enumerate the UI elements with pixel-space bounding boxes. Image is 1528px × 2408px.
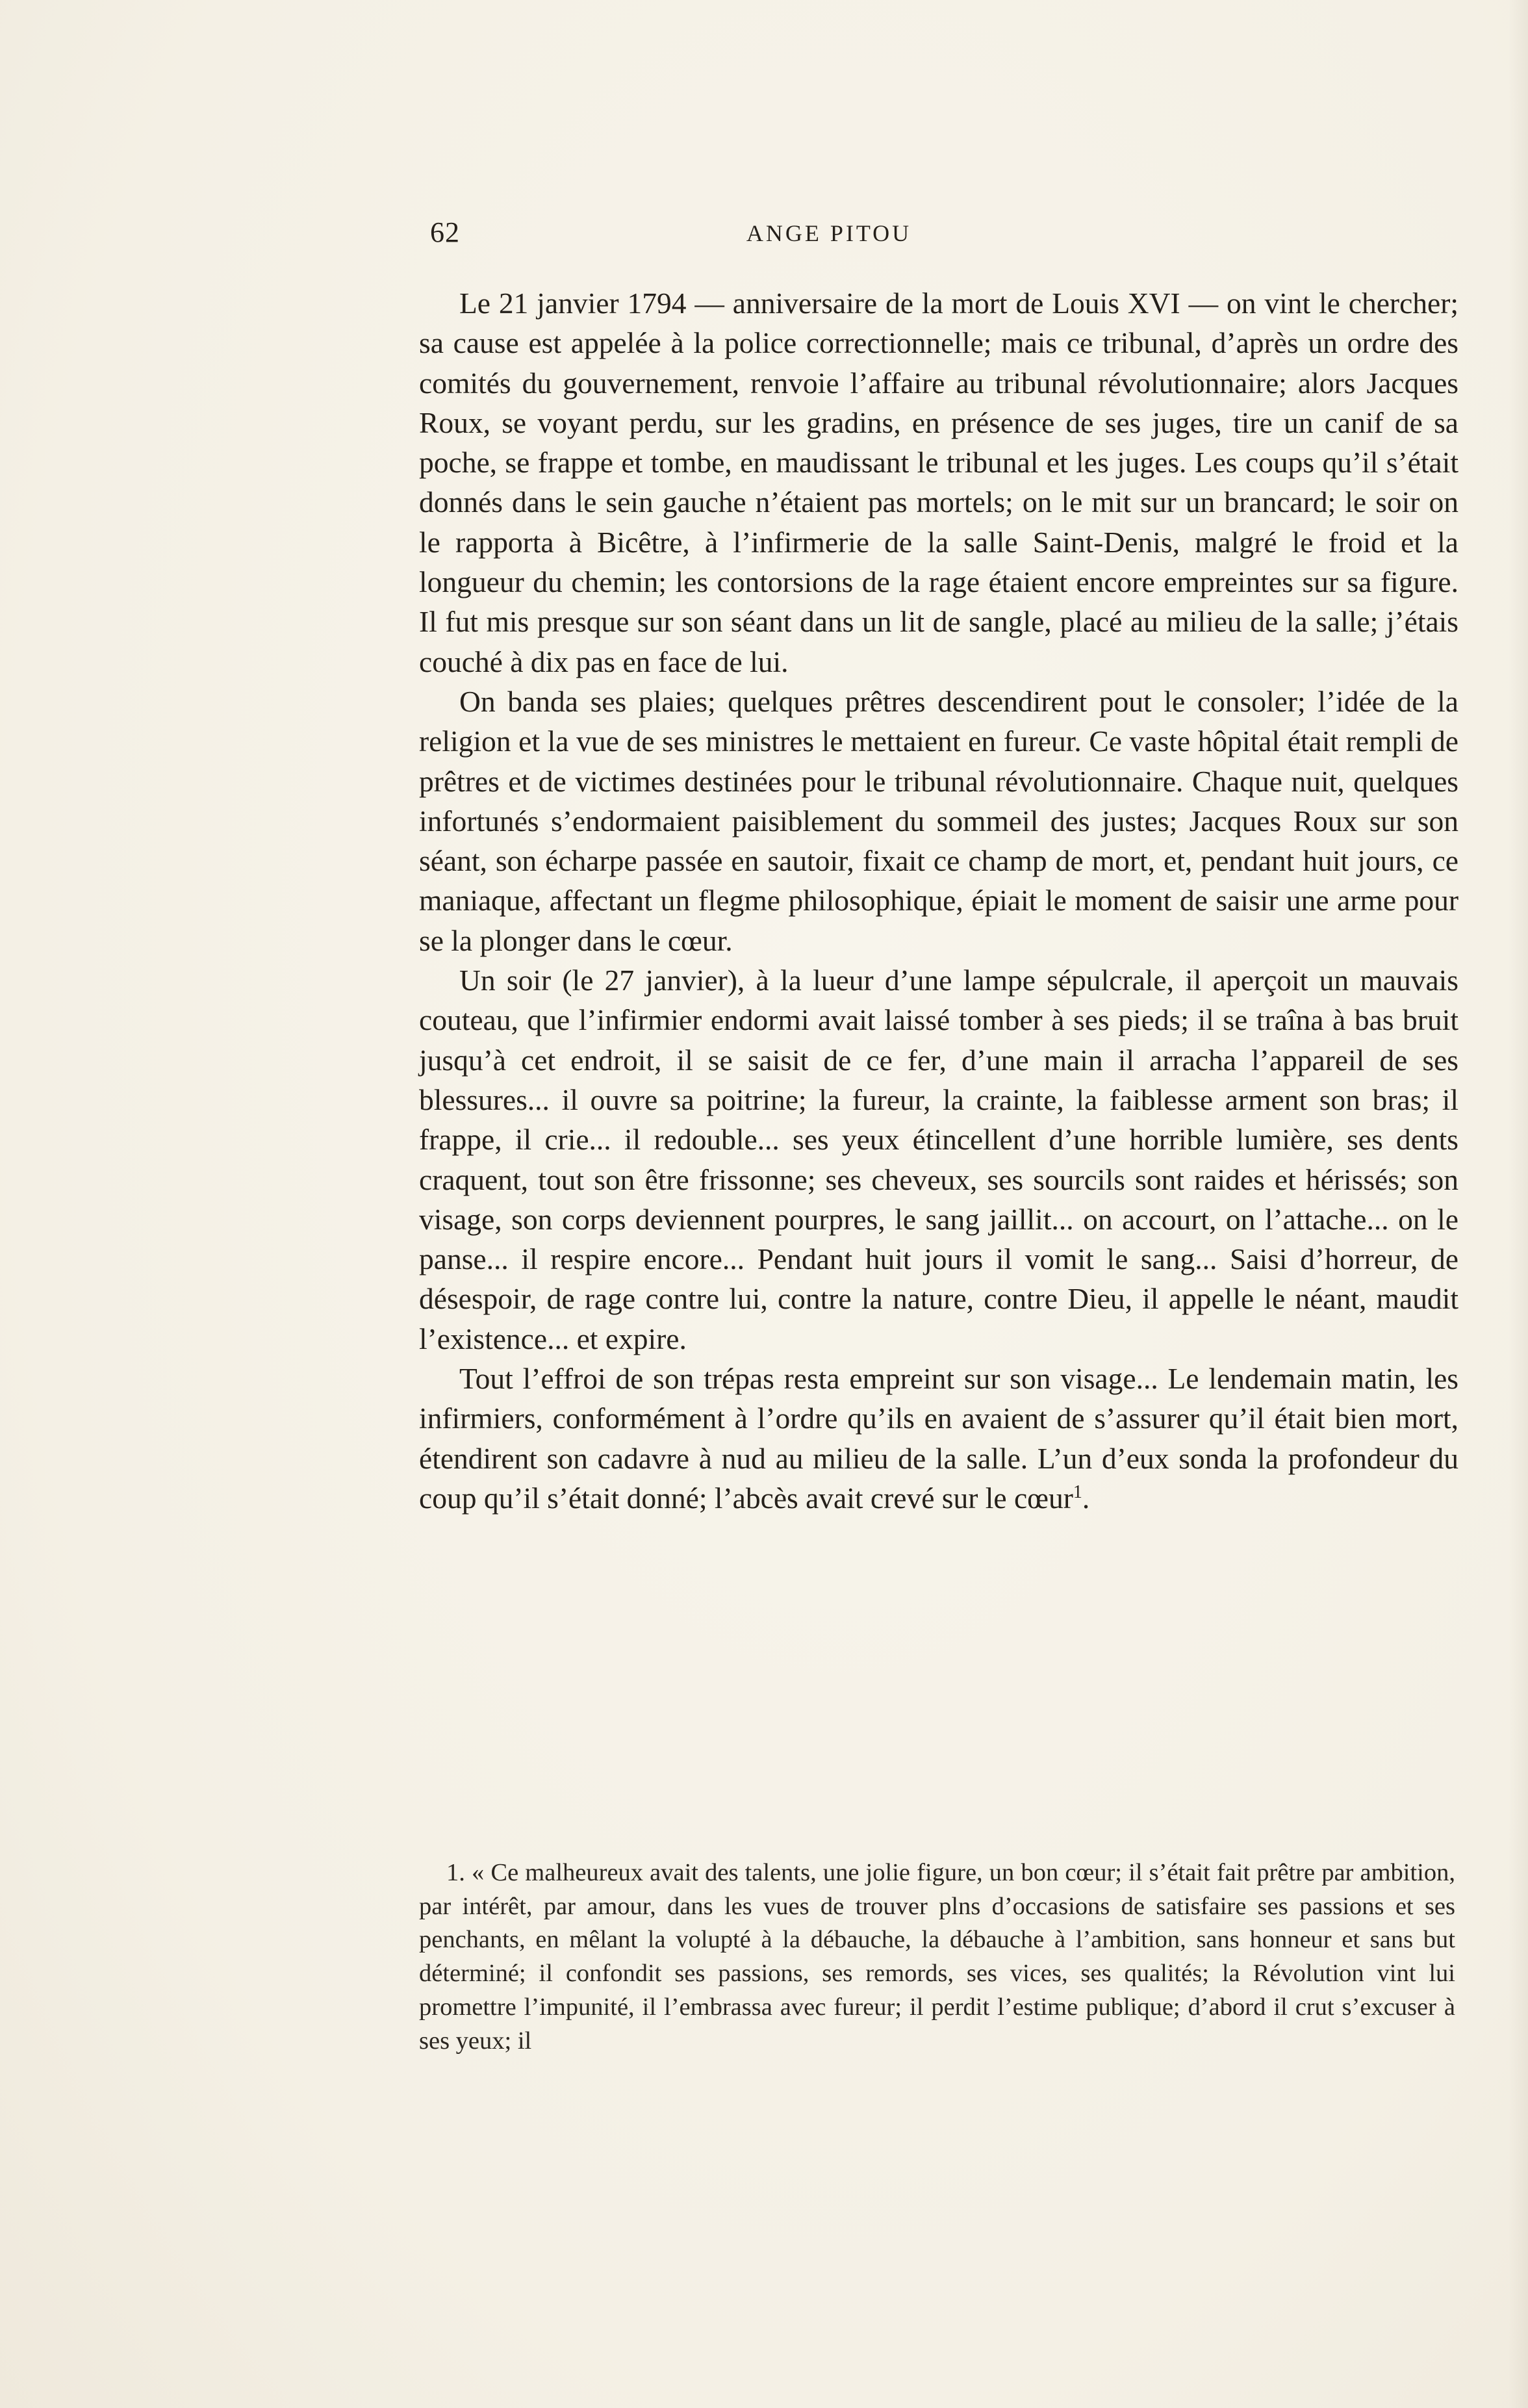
paragraph-2: On banda ses plaies; quelques prêtres descendirent pout le consoler; l’idée de la religion et la vue de ses ministres le mettaient en fureur. Ce vaste hôpital était rempli de prêtres et de victimes destinées pour le tribunal révolutionnaire. Chaque nuit, quelques infortunés s’endormaient paisiblement du sommeil des justes; Jacques Roux sur son séant, son écharpe passée en sautoir, fixait ce champ de mort, et, pendant huit jours, ce maniaque, affectant un flegme philosophique, épiait le moment de saisir une arme pour se la plonger dans le cœur.	[419, 684, 1458, 957]
footnote	[419, 1856, 1455, 2058]
footnote-marker: 1	[1073, 1481, 1082, 1502]
page-edge-shadow	[1509, 0, 1528, 2408]
paragraph-3: Un soir (le 27 janvier), à la lueur d’une lampe sépulcrale, il aperçoit un mauvais couteau, que l’infirmier endormi avait laissé tomber à ses pieds; il se traîna à bas bruit jusqu’à cet endroit, il se saisit de ce fer, d’une main il arracha l’appareil de ses blessures... il ouvre sa poitrine; la fureur, la crainte, la faiblesse arment son bras; il frappe, il crie... il redouble... ses yeux étincellent d’une horrible lumière, ses dents craquent, tout son être frissonne; ses cheveux, ses sourcils sont raides et hérissés; son visage, son corps deviennent pourpres, le sang jaillit... on accourt, on l’attache... on le panse... il respire encore... Pendant huit jours il vomit le sang... Saisi d’horreur, de désespoir, de rage contre lui, contre la nature, contre Dieu, il appelle le néant, maudit l’existence... et expire.	[419, 964, 1458, 1355]
running-title: ANGE PITOU	[746, 220, 912, 246]
paragraph-1: Le 21 janvier 1794 — anniversaire de la mort de Louis XVI — on vint le chercher; sa cause est appelée à la police correctionnelle; mais ce tribunal, d’après un ordre des comités du gouvernement, renvoie l’affaire au tribunal révolutionnaire; alors Jacques Roux, se voyant perdu, sur les gradins, en présence de ses juges, tire un canif de sa poche, se frappe et tombe, en maudissant le tribunal et les juges. Les coups qu’il s’était donnés dans le sein gauche n’étaient pas mortels; on le mit sur un brancard; le soir on le rapporta à Bicêtre, à l’infirmerie de la salle Saint-Denis, malgré le froid et la longueur du chemin; les contorsions de la rage étaient encore empreintes sur sa figure. Il fut mis presque sur son séant dans un lit de sangle, placé au milieu de la salle; j’étais couché à dix pas en face de lui.	[419, 287, 1458, 678]
paragraph-4: Tout l’effroi de son trépas resta empreint sur son visage... Le lendemain matin, les infirmiers, conformément à l’ordre qu’ils en avaient de s’assurer qu’il était bien mort, étendirent son cadavre à nud au milieu de la salle. L’un d’eux sonda la profondeur du coup qu’il s’était donné; l’abcès avait crevé sur le cœur$^1$.	[419, 1362, 1458, 1515]
footnote-text: 1. « Ce malheureux avait des talents, une jolie figure, un bon cœur; il s’était fait prêtre par ambition, par intérêt, par amour, dans les vues de trouver plns d’occasions de satisfaire ses passions et ses penchants, en mêlant la volupté à la débauche, la débauche à l’ambition, sans honneur et sans but déterminé; il confondit ses passions, ses remords, ses vices, ses qualités; la Révolution vint lui promettre l’impunité, il l’embrassa avec fureur; il perdit l’estime publique; d’abord il crut s’excuser à ses yeux; il	[419, 1859, 1455, 2055]
body-text	[419, 283, 1458, 1518]
paragraph-4-text: Tout l’effroi de son trépas resta empreint sur son visage... Le lendemain matin, les infirmiers, conformément à l’ordre qu’ils en avaient de s’assurer qu’il était bien mort, étendirent son cadavre à nud au milieu de la salle. L’un d’eux sonda la profondeur du coup qu’il s’était donné; l’abcès avait crevé sur le cœur	[419, 1362, 1458, 1515]
page-number: 62	[430, 216, 460, 248]
